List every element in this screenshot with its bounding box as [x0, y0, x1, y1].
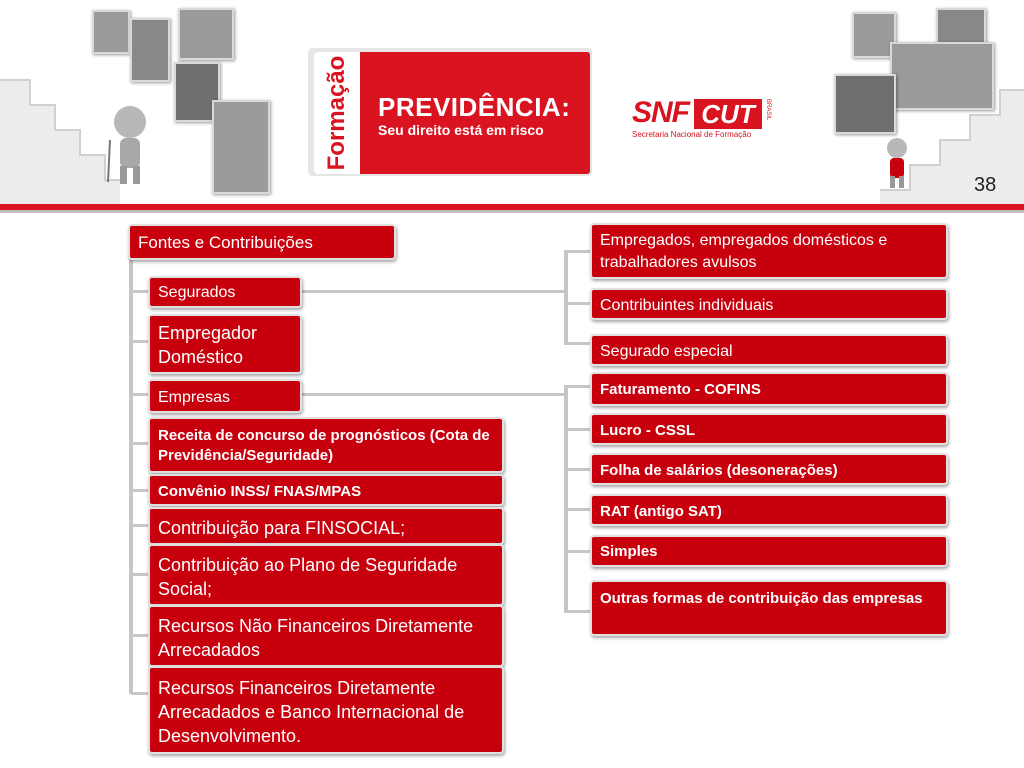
node-label: Recursos Não Financeiros Diretamente Arrecadados	[158, 616, 474, 660]
node-label: Receita de concurso de prognósticos (Cota de Previdência/Seguridade)	[158, 427, 490, 464]
right-node-simples	[590, 535, 948, 567]
banner-vertical-text: Formação	[323, 55, 350, 171]
connector-line	[566, 550, 590, 553]
photo	[212, 100, 270, 194]
title-banner	[314, 52, 590, 174]
left-node-recursos-financeiros	[148, 666, 504, 754]
photo	[130, 18, 170, 82]
right-node-cssl	[590, 413, 948, 445]
connector-line	[300, 290, 565, 293]
node-label: Empresas	[158, 389, 231, 406]
header	[0, 0, 1024, 212]
left-node-segurados	[148, 276, 302, 308]
left-node-plano-seguridade	[148, 544, 504, 606]
node-label: Empregados, empregados domésticos e trabalhadores avulsos	[600, 232, 888, 271]
slide-number: 38	[974, 174, 997, 196]
connector-line	[566, 468, 590, 471]
connector-line	[566, 385, 590, 388]
left-node-empregador-domestico	[148, 314, 302, 374]
connector-line	[566, 610, 590, 613]
node-label: Folha de salários (desonerações)	[600, 462, 838, 479]
connector-line	[566, 342, 590, 345]
node-label: RAT (antigo SAT)	[600, 503, 722, 520]
node-label: Outras formas de contribuição das empresas	[600, 590, 923, 607]
right-node-folha-salarios	[590, 453, 948, 485]
node-label: Faturamento - COFINS	[600, 381, 761, 398]
connector-line	[566, 508, 590, 511]
header-divider-shadow	[0, 210, 1024, 213]
node-label: Contribuição ao Plano de Seguridade Social;	[158, 555, 458, 599]
logo-cut: CUT	[694, 99, 762, 129]
connector-line	[564, 250, 568, 345]
logo-snf: SNF	[632, 96, 689, 129]
right-node-rat	[590, 494, 948, 526]
left-node-finsocial	[148, 507, 504, 545]
left-node-receita-concurso	[148, 417, 504, 473]
banner-side	[314, 52, 360, 174]
right-node-cofins	[590, 372, 948, 406]
node-label: Contribuintes individuais	[600, 297, 774, 314]
connector-line	[566, 302, 590, 305]
left-node-convenio	[148, 474, 504, 506]
right-node-segurado-especial	[590, 334, 948, 366]
node-label: Simples	[600, 543, 658, 560]
right-node-outras-formas	[590, 580, 948, 636]
connector-line	[566, 428, 590, 431]
node-label: Empregador Doméstico	[158, 323, 258, 367]
node-label: Recursos Financeiros Diretamente Arrecadados e Banco Internacional de Desenvolvimento.	[158, 678, 465, 746]
left-node-recursos-nao-financeiros	[148, 605, 504, 667]
right-node-empregados	[590, 223, 948, 279]
root-node	[128, 224, 396, 260]
node-label: Segurados	[158, 284, 236, 301]
node-label: Segurado especial	[600, 343, 733, 360]
connector-line	[300, 393, 565, 396]
figure-left-icon	[100, 100, 160, 190]
connector-line	[566, 250, 590, 253]
logo-brasil: BRASIL	[765, 99, 771, 121]
node-label: Lucro - CSSL	[600, 422, 696, 439]
node-label: Contribuição para FINSOCIAL;	[158, 518, 406, 538]
banner-subtitle: Seu direito está em risco	[378, 122, 544, 138]
figure-right-icon	[880, 136, 914, 192]
photo	[92, 10, 130, 54]
banner-title: PREVIDÊNCIA:	[378, 92, 571, 122]
connector-line	[129, 258, 133, 694]
photo	[178, 8, 234, 60]
right-node-contribuintes-individuais	[590, 288, 948, 320]
node-label: Convênio INSS/ FNAS/MPAS	[158, 483, 362, 500]
root-node-label: Fontes e Contribuições	[138, 233, 313, 252]
left-node-empresas	[148, 379, 302, 413]
connector-line	[564, 385, 568, 613]
logo-subtitle: Secretaria Nacional de Formação	[632, 130, 752, 139]
